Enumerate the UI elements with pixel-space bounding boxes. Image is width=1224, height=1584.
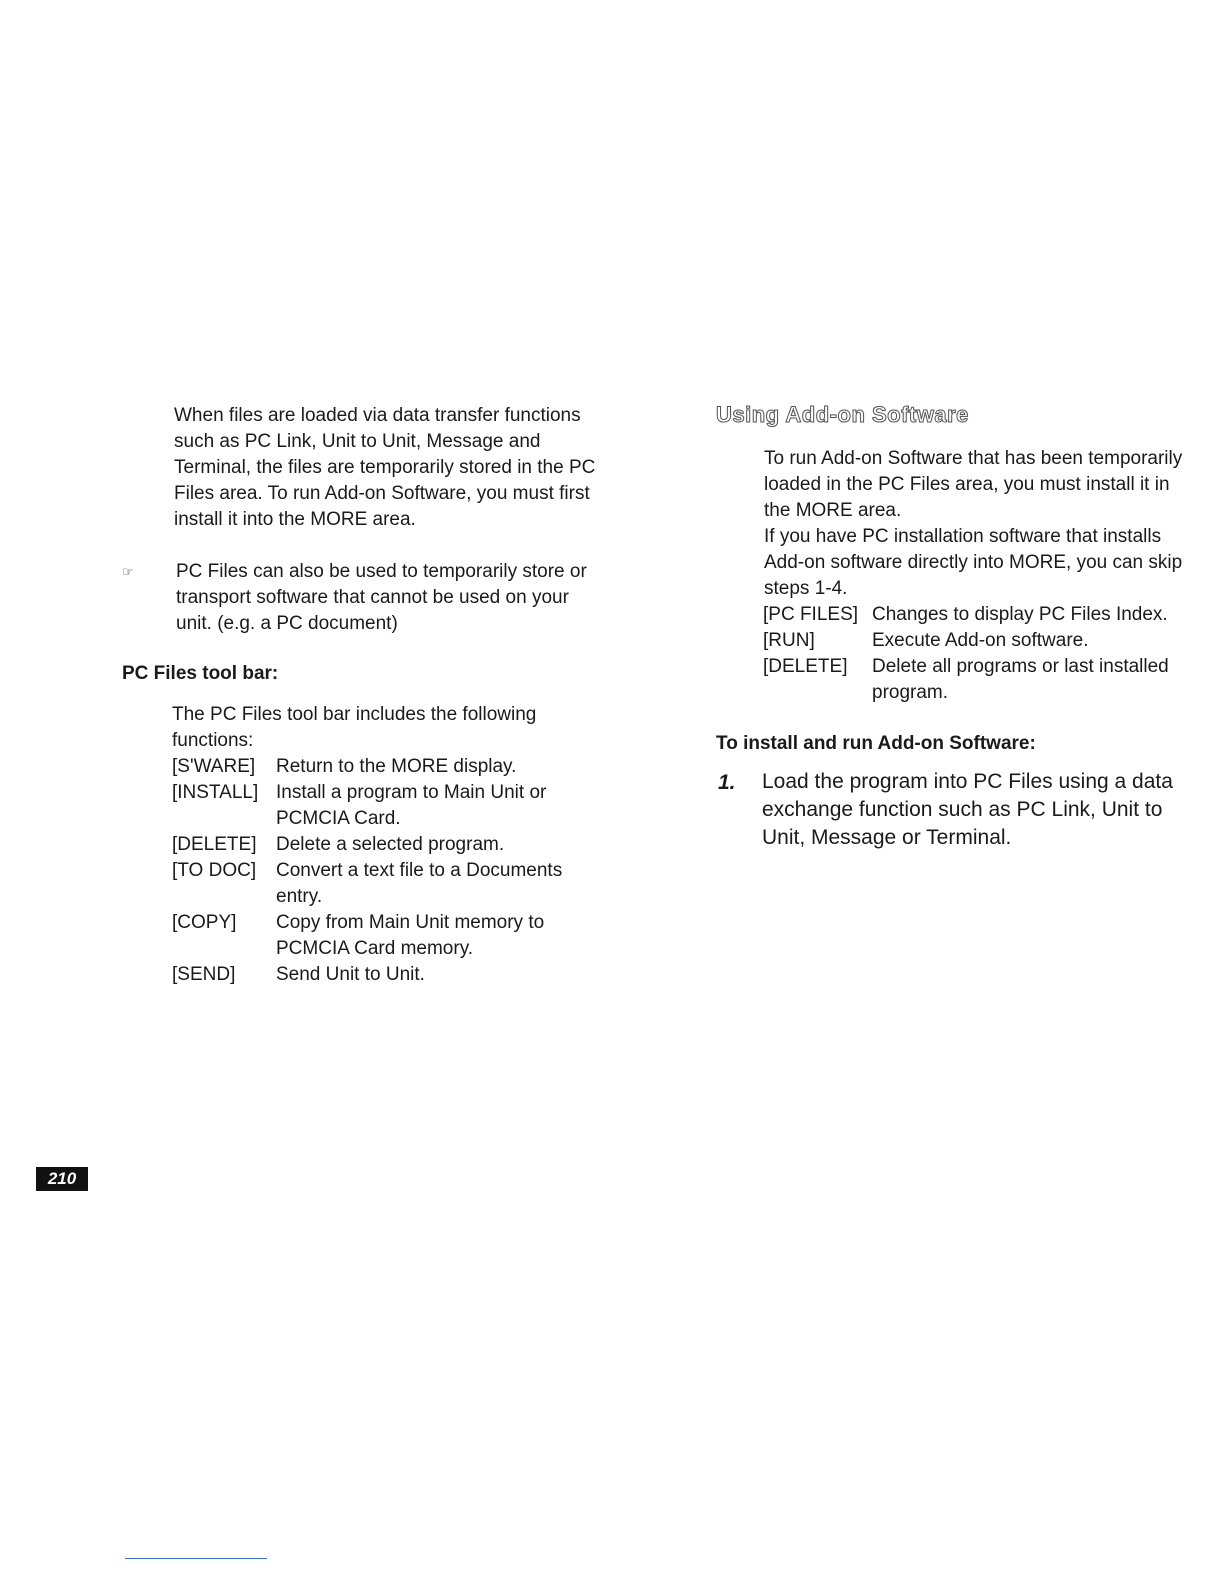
function-desc: entry. bbox=[276, 886, 323, 907]
note-line: PC Files can also be used to temporarily store or bbox=[176, 561, 587, 582]
function-desc: Convert a text file to a Documents bbox=[276, 860, 563, 881]
function-desc: Return to the MORE display. bbox=[276, 756, 517, 777]
note-line: transport software that cannot be used on your bbox=[176, 587, 569, 608]
function-desc: Send Unit to Unit. bbox=[276, 964, 425, 985]
step-line: Load the program into PC Files using a data bbox=[762, 770, 1173, 793]
intro-paragraph bbox=[174, 403, 614, 533]
note-line: unit. (e.g. a PC document) bbox=[176, 613, 398, 634]
intro-line: Terminal, the files are temporarily stored in the PC bbox=[174, 457, 596, 478]
add-on-function-list bbox=[763, 602, 1203, 706]
toolbar-intro-line: The PC Files tool bar includes the following bbox=[172, 704, 537, 725]
step-text bbox=[762, 768, 1212, 852]
right-intro-line: loaded in the PC Files area, you must install it in bbox=[764, 474, 1170, 495]
bottom-rule bbox=[125, 1558, 267, 1559]
function-desc: Install a program to Main Unit or bbox=[276, 782, 547, 803]
function-desc: Copy from Main Unit memory to bbox=[276, 912, 545, 933]
function-desc: PCMCIA Card memory. bbox=[276, 938, 474, 959]
function-desc: PCMCIA Card. bbox=[276, 808, 401, 829]
toolbar-intro bbox=[172, 702, 612, 754]
right-intro-line: To run Add-on Software that has been temporarily bbox=[764, 448, 1183, 469]
function-key: [TO DOC] bbox=[172, 860, 257, 881]
intro-line: Files area. To run Add-on Software, you must first bbox=[174, 483, 590, 504]
function-key: [RUN] bbox=[763, 630, 815, 651]
function-row-delete bbox=[172, 832, 612, 858]
function-desc: Delete a selected program. bbox=[276, 834, 505, 855]
intro-line: When files are loaded via data transfer functions bbox=[174, 405, 581, 426]
function-desc: program. bbox=[872, 682, 949, 703]
right-intro-line: the MORE area. bbox=[764, 500, 902, 521]
toolbar-function-list bbox=[172, 754, 612, 988]
right-intro-line: If you have PC installation software that installs bbox=[764, 526, 1162, 547]
install-heading: To install and run Add-on Software: bbox=[716, 733, 1036, 754]
step-line: Unit, Message or Terminal. bbox=[762, 826, 1012, 849]
function-desc: Delete all programs or last installed bbox=[872, 656, 1169, 677]
function-key: [DELETE] bbox=[172, 834, 257, 855]
function-desc: Changes to display PC Files Index. bbox=[872, 604, 1168, 625]
step-line: exchange function such as PC Link, Unit to bbox=[762, 798, 1163, 821]
function-desc: Execute Add-on software. bbox=[872, 630, 1089, 651]
function-key: [SEND] bbox=[172, 964, 236, 985]
function-key: [INSTALL] bbox=[172, 782, 259, 803]
note-paragraph bbox=[176, 559, 616, 637]
function-key: [COPY] bbox=[172, 912, 237, 933]
intro-line: install it into the MORE area. bbox=[174, 509, 416, 530]
function-row-sware bbox=[172, 754, 612, 780]
toolbar-heading: PC Files tool bar: bbox=[122, 663, 279, 684]
toolbar-intro-line: functions: bbox=[172, 730, 254, 751]
function-key: [S'WARE] bbox=[172, 756, 256, 777]
step-number: 1. bbox=[718, 771, 736, 794]
function-row-install bbox=[172, 780, 612, 832]
right-intro-line: steps 1-4. bbox=[764, 578, 848, 599]
function-row-pc-files bbox=[763, 602, 1203, 628]
function-row-send bbox=[172, 962, 612, 988]
right-intro-paragraph bbox=[764, 446, 1204, 602]
function-row-delete-all bbox=[763, 654, 1203, 706]
page-number-badge: 210 bbox=[36, 1167, 88, 1191]
function-key: [DELETE] bbox=[763, 656, 848, 677]
function-row-copy bbox=[172, 910, 612, 962]
function-key: [PC FILES] bbox=[763, 604, 859, 625]
right-intro-line: Add-on software directly into MORE, you can skip bbox=[764, 552, 1183, 573]
function-row-run bbox=[763, 628, 1203, 654]
function-row-to-doc bbox=[172, 858, 612, 910]
intro-line: such as PC Link, Unit to Unit, Message and bbox=[174, 431, 541, 452]
hint-pointing-hand-icon: ☞ bbox=[122, 565, 133, 580]
section-title: Using Add-on Software bbox=[716, 402, 969, 427]
